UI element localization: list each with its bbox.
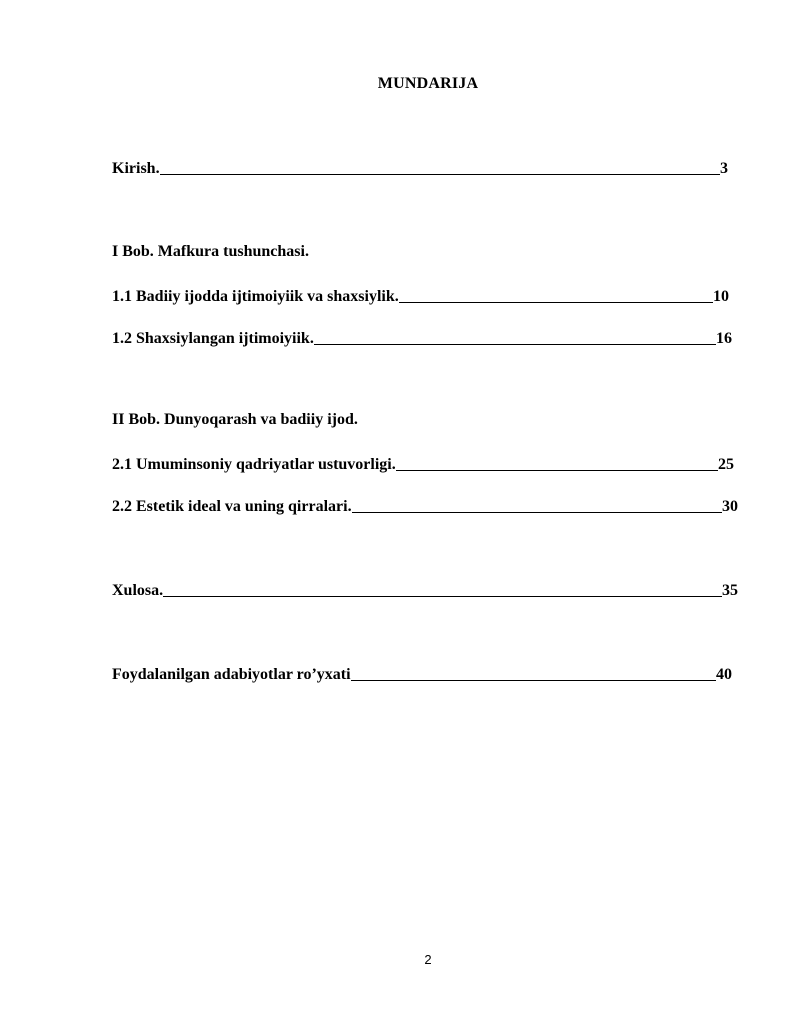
toc-entry-page: 35 [722, 582, 738, 599]
toc-entry-label: 2.1 Umuminsoniy qadriyatlar ustuvorligi. [112, 456, 396, 473]
toc-leader-line [160, 174, 720, 175]
toc-leader-line [352, 512, 722, 513]
toc-entry-2-1 [112, 452, 734, 474]
toc-leader-line [314, 344, 716, 345]
toc-entry-1-2 [112, 326, 732, 348]
toc-entry-2-2 [112, 494, 738, 516]
toc-entry-label: 1.1 Badiiy ijodda ijtimoiyiik va shaxsiylik. [112, 288, 399, 305]
toc-entry-1-1 [112, 284, 729, 306]
page-title: MUNDARIJA [377, 75, 479, 92]
toc-entry-label: Kirish. [112, 160, 160, 177]
toc-entry-label: 2.2 Estetik ideal va uning qirralari. [112, 498, 352, 515]
chapter-2-heading: II Bob. Dunyoqarash va badiiy ijod. [112, 411, 358, 428]
toc-entry-page: 40 [716, 666, 732, 683]
toc-entry-intro [112, 156, 728, 178]
toc-entry-references [112, 662, 732, 684]
toc-entry-page: 3 [720, 160, 728, 177]
page-number: 2 [424, 952, 432, 967]
toc-entry-label: Foydalanilgan adabiyotlar ro’yxati [112, 666, 351, 683]
toc-leader-line [399, 302, 713, 303]
toc-leader-line [163, 596, 722, 597]
toc-entry-conclusion [112, 578, 738, 600]
chapter-1-heading: I Bob. Mafkura tushunchasi. [112, 243, 309, 260]
toc-leader-line [351, 680, 716, 681]
toc-entry-page: 16 [716, 330, 732, 347]
toc-entry-label: 1.2 Shaxsiylangan ijtimoiyiik. [112, 330, 314, 347]
toc-leader-line [396, 470, 718, 471]
toc-entry-page: 30 [722, 498, 738, 515]
toc-entry-page: 10 [713, 288, 729, 305]
toc-entry-label: Xulosa. [112, 582, 164, 599]
toc-entry-page: 25 [718, 456, 734, 473]
